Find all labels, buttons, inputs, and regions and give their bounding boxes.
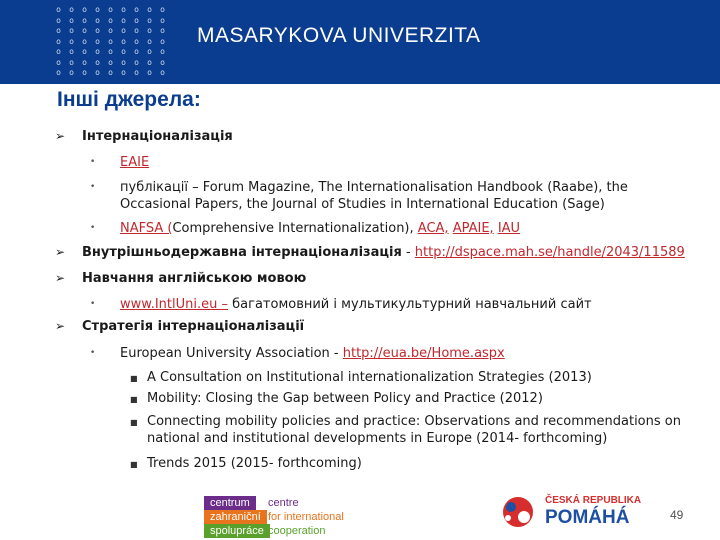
section-heading-internationalization: Інтернаціоналізація — [82, 129, 233, 144]
centre-logo-cz-2: zahraniční — [204, 510, 267, 524]
eua-link[interactable]: http://eua.be/Home.aspx — [342, 346, 505, 361]
eua-publication-1: A Consultation on Institutional internationalization Strategies (2013) — [147, 370, 592, 385]
domestic-internationalization-item: Внутрішньодержавна інтернаціоналізація - http://dspace.mah.se/handle/2043/11589 — [82, 245, 685, 260]
arrow-bullet-icon: ➢ — [55, 245, 66, 259]
czech-aid-emblem-icon — [496, 494, 540, 530]
arrow-bullet-icon: ➢ — [55, 319, 66, 333]
centre-logo-en-3: cooperation — [268, 525, 326, 537]
section-heading-domestic: Внутрішньодержавна інтернаціоналізація — [82, 245, 402, 260]
czech-aid-line-2: POMÁHÁ — [545, 507, 630, 528]
square-bullet-icon: ■ — [130, 395, 138, 404]
intluni-item: www.IntlUni.eu – багатомовний і мультикультурний навчальний сайт — [120, 297, 592, 312]
iau-link[interactable]: IAU — [497, 221, 521, 236]
dot-bullet-icon: • — [90, 299, 96, 309]
nafsa-item: NAFSA (Comprehensive Internationalization), ACA, APAIE, IAU — [120, 221, 521, 236]
dot-bullet-icon: • — [90, 223, 96, 233]
arrow-bullet-icon: ➢ — [55, 271, 66, 285]
dspace-link[interactable]: http://dspace.mah.se/handle/2043/11589 — [414, 245, 685, 260]
intluni-link[interactable]: www.IntlUni.eu – — [120, 297, 228, 312]
publications-line-1: публікації – Forum Magazine, The Internationalisation Handbook (Raabe), the — [120, 180, 628, 195]
eua-publication-3-line-1: Connecting mobility policies and practice: Observations and recommendations on — [147, 414, 681, 429]
logo-dot-grid: o o o o o o o o o o o o o o o o o o o o o o o o o o o o o o o o o o o o o o o o o o o o o o o o o o o o o o o o o o o o o o o — [56, 5, 165, 77]
dot-bullet-icon: • — [90, 182, 96, 192]
nafsa-link[interactable]: NAFSA ( — [120, 221, 173, 236]
square-bullet-icon: ■ — [130, 460, 138, 469]
page-title: Інші джерела: — [57, 88, 201, 111]
apaie-link[interactable]: APAIE, — [452, 221, 494, 236]
university-name: MASARYKOVA UNIVERZITA — [197, 24, 481, 47]
dot-bullet-icon: • — [90, 348, 96, 358]
centre-logo-cz-1: centrum — [204, 496, 256, 510]
publications-line-2: Occasional Papers, the Journal of Studies in International Education (Sage) — [120, 197, 605, 212]
square-bullet-icon: ■ — [130, 374, 138, 383]
centre-logo-en-2: for international — [268, 511, 344, 523]
aca-link[interactable]: ACA, — [417, 221, 449, 236]
dot-bullet-icon: • — [90, 157, 96, 167]
eua-publication-4: Trends 2015 (2015- forthcoming) — [147, 456, 362, 471]
square-bullet-icon: ■ — [130, 418, 138, 427]
page-number: 49 — [670, 508, 684, 522]
eua-item: European University Association - http://eua.be/Home.aspx — [120, 346, 505, 361]
arrow-bullet-icon: ➢ — [55, 129, 66, 143]
czech-aid-line-1: ČESKÁ REPUBLIKA — [545, 495, 642, 506]
eua-publication-2: Mobility: Closing the Gap between Policy and Practice (2012) — [147, 391, 543, 406]
centre-logo-en-1: centre — [268, 497, 299, 509]
section-heading-strategy: Стратегія інтернаціоналізації — [82, 319, 305, 334]
eua-publication-3-line-2: national and institutional developments in Europe (2014- forthcoming) — [147, 431, 608, 446]
section-heading-english-teaching: Навчання англійською мовою — [82, 271, 307, 286]
eaie-link[interactable]: EAIE — [120, 155, 150, 170]
centre-logo-cz-3: spolupráce — [204, 524, 270, 538]
